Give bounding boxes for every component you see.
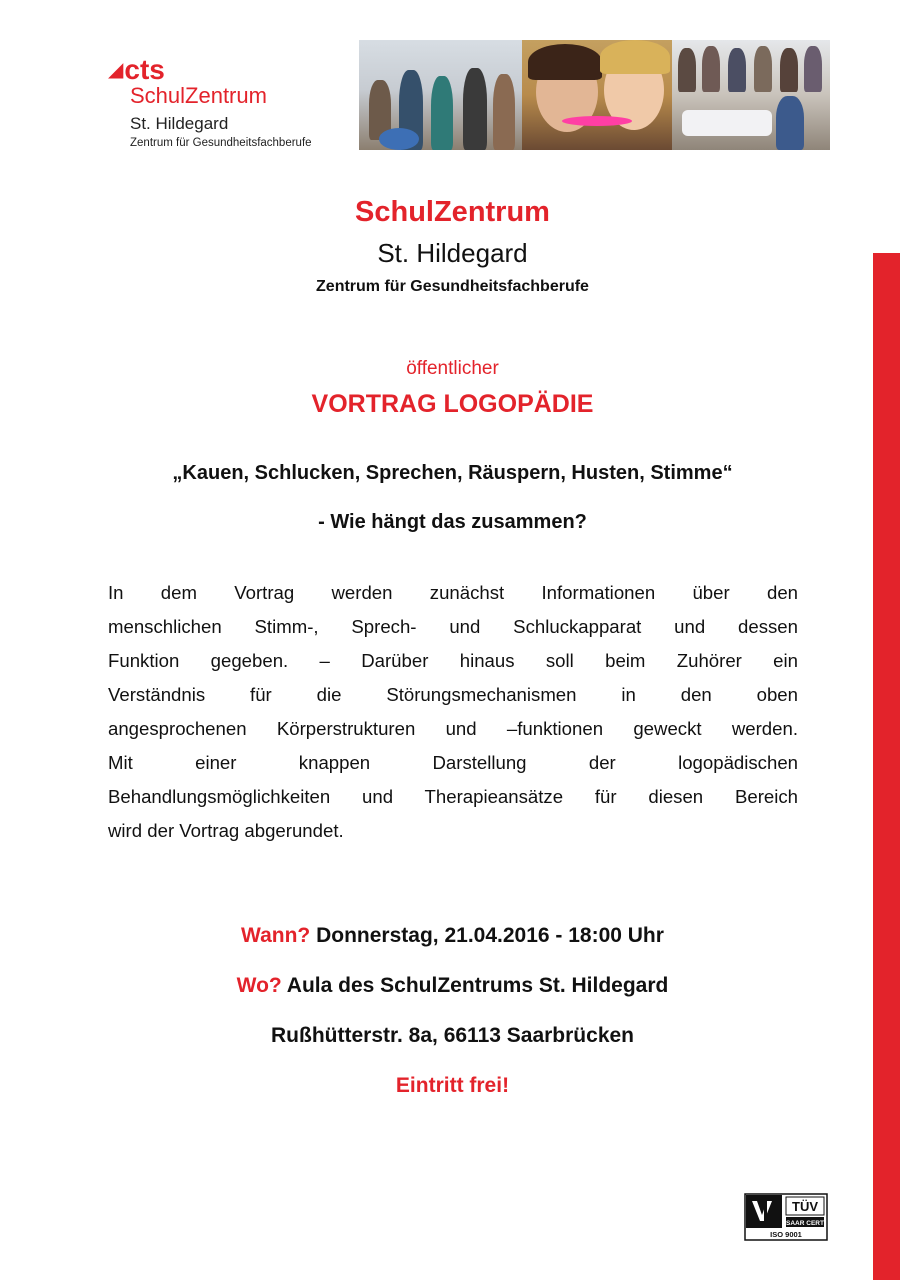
when-label: Wann? xyxy=(241,924,311,947)
description-line: Verständnis für die Störungsmechanismen in den oben xyxy=(108,684,798,705)
description-line: angesprochenen Körperstrukturen und –funktionen geweckt werden. xyxy=(108,718,798,739)
page-title: SchulZentrum xyxy=(355,196,550,228)
tuv-standard-text: ISO 9001 xyxy=(770,1230,802,1239)
description-line: menschlichen Stimm-, Sprech- und Schluckapparat und dessen xyxy=(108,616,798,637)
event-kicker: öffentlicher xyxy=(406,358,499,379)
cts-brand-text: cts xyxy=(124,54,165,85)
admission-note: Eintritt frei! xyxy=(395,1074,510,1097)
where-value: Aula des SchulZentrums St. Hildegard xyxy=(286,974,669,997)
photo-class-practice xyxy=(672,40,830,150)
where-label: Wo? xyxy=(236,974,282,997)
event-title: VORTRAG LOGOPÄDIE xyxy=(311,390,594,418)
description-line: Mit einer knappen Darstellung der logopädischen xyxy=(108,752,798,773)
description-line: In dem Vortrag werden zunächst Informationen über den xyxy=(108,582,798,603)
photo-students-smiling xyxy=(522,40,672,150)
cts-brand xyxy=(108,54,165,86)
photo-group-exercise xyxy=(359,40,522,150)
logo-tagline: Zentrum für Gesundheitsfachberufe xyxy=(130,137,312,149)
description-line: wird der Vortrag abgerundet. xyxy=(108,820,344,841)
logo-sub: St. Hildegard xyxy=(130,114,229,133)
event-address: Rußhütterstr. 8a, 66113 Saarbrücken xyxy=(271,1024,634,1047)
page-tagline: Zentrum für Gesundheitsfachberufe xyxy=(316,278,589,295)
event-date xyxy=(0,924,905,948)
event-question: - Wie hängt das zusammen? xyxy=(318,511,587,533)
photo-strip xyxy=(359,40,830,150)
description xyxy=(108,576,798,848)
event-quote: „Kauen, Schlucken, Sprechen, Räuspern, Husten, Stimme“ xyxy=(172,462,733,484)
logo-name: SchulZentrum xyxy=(130,83,267,108)
page-subtitle: St. Hildegard xyxy=(377,238,528,268)
description-line: Behandlungsmöglichkeiten und Therapieansätze für diesen Bereich xyxy=(108,786,798,807)
tuv-seal-icon xyxy=(744,1193,828,1241)
description-line: Funktion gegeben. – Darüber hinaus soll beim Zuhörer ein xyxy=(108,650,798,671)
cts-mark-icon: ◢ xyxy=(108,59,124,81)
tuv-brand-text: TÜV xyxy=(792,1199,818,1214)
school-logo xyxy=(108,52,358,152)
tuv-issuer-text: SAAR CERT xyxy=(786,1220,824,1227)
tuv-certificate-seal xyxy=(744,1193,828,1241)
event-location xyxy=(0,974,905,998)
when-value: Donnerstag, 21.04.2016 - 18:00 Uhr xyxy=(316,924,664,947)
